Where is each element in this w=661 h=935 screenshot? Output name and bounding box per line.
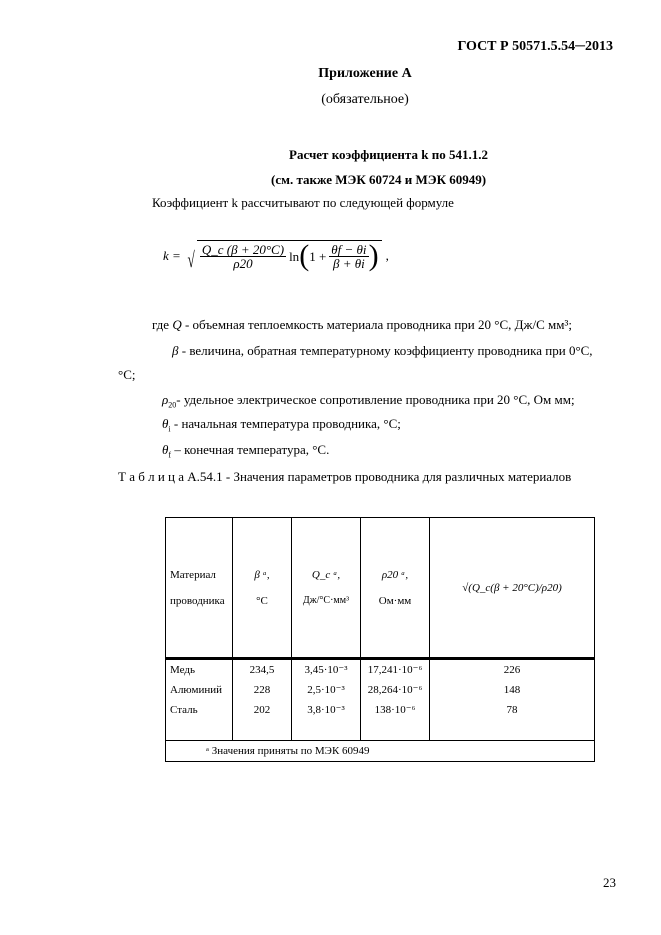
section-see-also: (см. также МЭК 60724 и МЭК 60949): [271, 172, 487, 187]
def-sub: i: [168, 424, 171, 434]
formula-tail: ,: [385, 248, 389, 263]
cell: 28,264·10⁻⁶: [367, 684, 423, 696]
header-line: Ом·мм: [378, 594, 412, 607]
sqrt-icon: √: [187, 247, 195, 272]
intro-text: Коэффициент k рассчитывают по следующей формуле: [152, 195, 454, 210]
def-symbol: ρ: [162, 392, 169, 407]
definition-q: где Q - объемная теплоемкость материала проводника при 20 °С, Дж/С мм³;: [152, 317, 572, 332]
formula-inner-den: β + θi: [333, 255, 365, 271]
col-beta: [233, 659, 292, 741]
formula-numerator: Q_c (β + 20°C): [201, 241, 285, 257]
formula-lhs: k =: [163, 248, 181, 263]
cell: 148: [503, 684, 521, 696]
cell: Медь: [170, 664, 195, 676]
cell: Алюминий: [170, 684, 223, 696]
col-rho: [361, 659, 430, 741]
cell: 226: [503, 664, 521, 676]
def-text: - величина, обратная температурному коэффициенту проводника при 0°С,: [178, 343, 593, 358]
page-number: 23: [603, 875, 616, 890]
formula-ln: ln: [289, 248, 300, 264]
cell: 228: [253, 684, 271, 696]
col-k: [430, 659, 595, 741]
def-symbol: β: [172, 343, 179, 358]
section-title: Расчет коэффициента k по 541.1.2: [289, 147, 488, 162]
definition-beta: [172, 344, 593, 357]
def-text: - объемная теплоемкость материала проводника при 20 °С, Дж/С мм³;: [181, 317, 572, 332]
def-text: – конечная температура, °С.: [171, 442, 330, 457]
cell: 3,45·10⁻³: [304, 664, 348, 676]
table-data: [166, 659, 595, 741]
header-line: Дж/°С·мм³: [302, 594, 350, 606]
def-text: - начальная температура проводника, °С;: [170, 416, 401, 431]
cell: Сталь: [170, 704, 198, 716]
cell: 17,241·10⁻⁶: [367, 664, 423, 676]
cell: 2,5·10⁻³: [307, 684, 345, 696]
def-symbol: θ: [162, 442, 169, 457]
def-symbol: θ: [162, 416, 169, 431]
parameters-table: [165, 517, 595, 762]
header-beta: [233, 518, 292, 659]
definition-theta-i: [162, 417, 401, 434]
cell: 3,8·10⁻³: [307, 704, 345, 716]
header-rho: [361, 518, 430, 659]
cell: 202: [253, 704, 271, 716]
def-sub: f: [168, 450, 172, 460]
formula-denominator: ρ20: [233, 255, 253, 271]
table-footnote: ᵃ Значения приняты по МЭК 60949: [166, 741, 595, 762]
header-material: [166, 518, 233, 659]
cell: 138·10⁻⁶: [374, 704, 416, 716]
header-line: ρ20 ᵃ,: [381, 568, 409, 581]
cell: 78: [506, 704, 518, 716]
header-formula: [430, 518, 595, 659]
header-line: β ᵃ,: [254, 568, 270, 581]
formula-sqrt: √ $\frac{Q\_c (\beta + 20^\circ C)}{\rho 20}$ ln ( 1 + $\frac{\theta f - \theta i}{\beta + \theta i}$ ): [185, 240, 382, 271]
appendix-status: (обязательное): [321, 92, 409, 107]
header-line: °C: [256, 594, 268, 607]
def-text: - удельное электрическое сопротивление проводника при 20 °С, Ом мм;: [176, 392, 575, 407]
col-qc: [292, 659, 361, 741]
def-text-cont: °С;: [118, 367, 136, 382]
definition-rho: [162, 393, 575, 410]
header-line: проводника: [170, 594, 225, 607]
col-material: [166, 659, 233, 741]
header-line: Материал: [170, 568, 216, 581]
appendix-title: Приложение А: [318, 66, 412, 81]
definition-theta-f: [162, 443, 329, 460]
header-qc: [292, 518, 361, 659]
cell: 234,5: [249, 664, 275, 676]
formula-k: [163, 240, 389, 271]
def-sub: 20: [168, 400, 177, 410]
header-line: √(Q_c(β + 20°C)/ρ20): [462, 581, 562, 594]
formula-inner-num: θf − θi: [331, 241, 367, 257]
standard-header: ГОСТ Р 50571.5.54─2013: [457, 39, 613, 54]
header-line: Q_c ᵃ,: [311, 568, 341, 581]
formula-one-plus: 1 +: [309, 248, 327, 264]
table-footnote-row: [166, 741, 595, 762]
table-caption: Т а б л и ц а А.54.1 - Значения параметров проводника для различных материалов: [118, 469, 572, 484]
table-header-row: [166, 518, 595, 659]
def-symbol: Q: [172, 317, 182, 332]
